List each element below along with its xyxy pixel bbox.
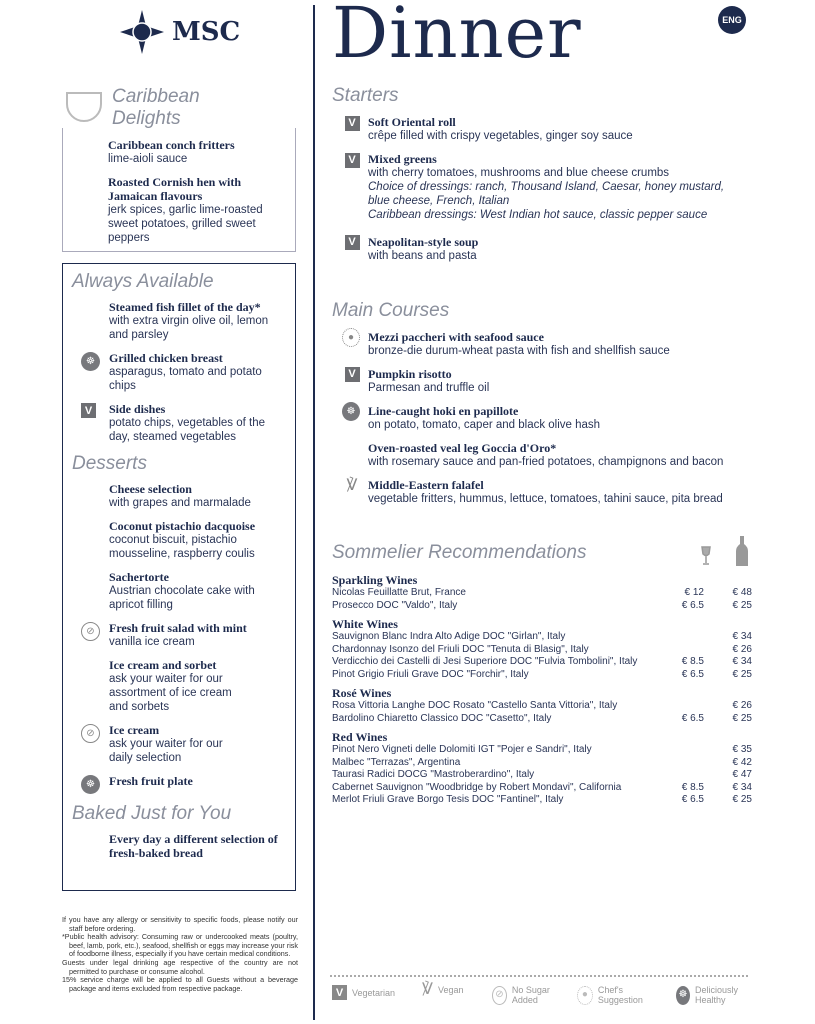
dish-desc: with extra virgin olive oil, lemon and parsley [109,315,269,341]
dish-desc: Austrian chocolate cake with apricot filling [109,585,255,611]
wine-row [332,782,752,795]
legend-label: Vegetarian [352,987,396,998]
dish-name: Steamed fish fillet of the day* [109,300,261,314]
wine-bottle-icon [736,536,748,566]
dish-desc: coconut biscuit, pistachio mousseline, raspberry coulis [109,534,255,560]
dish-name: Pumpkin risotto [368,367,452,381]
chefs-suggestion-icon: ● [342,328,360,346]
wine-name: Nicolas Feuillatte Brut, France [332,587,466,598]
bottle-price: € 25 [732,712,752,724]
wine-row [332,587,752,600]
menu-item [72,658,289,714]
dish-desc: Parmesan and truffle oil [368,382,490,394]
menu-item [108,138,288,166]
baked-title: Baked Just for You [72,803,232,824]
glass-price [664,744,704,757]
dish-name: Coconut pistachio dacquoise [109,519,256,533]
dish-desc: vanilla ice cream [109,636,195,648]
vegan-icon: ℣ [422,981,433,998]
brand-name: MSC [172,17,241,47]
legend-no-sugar [492,985,562,1005]
wine-group-title: Sparkling Wines [332,573,418,587]
legend-deliciously-healthy [676,985,751,1005]
desserts-title: Desserts [72,453,147,474]
dish-name: Cheese selection [109,482,192,496]
dressing-note: Choice of dressings: ranch, Thousand Island, Caesar, honey mustard, blue cheese, French, Italian [368,181,725,207]
wine-row [332,631,752,644]
bottle-price: € 25 [732,599,752,611]
dish-name: Soft Oriental roll [368,115,456,129]
legend-vegetarian [332,985,395,1000]
dish-name: Caribbean conch fritters [108,138,235,152]
wine-name: Malbec "Terrazas", Argentina [332,756,461,768]
bottle-price: € 26 [732,700,752,711]
glass-price [664,769,704,782]
wine-row [332,669,752,682]
wine-row [332,700,752,713]
vegetarian-icon: V [81,403,96,418]
compass-rose-icon [118,10,166,54]
footnotes [62,916,298,993]
dish-desc: potato chips, vegetables of the day, steamed vegetables [109,417,265,443]
bottle-price: € 26 [732,643,752,655]
dish-desc: ask your waiter for our assortment of ice cream and sorbets [109,673,232,713]
main-courses-title: Main Courses [332,300,450,321]
wine-name: Prosecco DOC "Valdo", Italy [332,599,458,611]
menu-item [72,402,289,444]
wine-name: Merlot Friuli Grave Borgo Tesis DOC "Fantinel", Italy [332,794,564,805]
wine-group-title: White Wines [332,617,398,631]
caribbean-title-line1: Caribbean [112,86,200,107]
dish-name: Neapolitan-style soup [368,235,479,249]
wine-row [332,713,752,726]
menu-item [72,300,289,342]
dish-desc: on potato, tomato, caper and black olive hash [368,419,601,431]
vegetarian-icon: V [343,114,361,132]
dish-desc: jerk spices, garlic lime-roasted sweet potatoes, grilled sweet peppers [108,204,263,244]
dish-name: Side dishes [109,402,166,416]
dish-name: Fresh fruit plate [109,774,193,788]
dish-desc: with grapes and marmalade [109,497,251,509]
menu-item [368,367,768,395]
footnote: Guests under legal drinking age respective of the country are not permitted to purchase or consume alcohol. [62,957,298,976]
glass-price [664,631,704,644]
wine-group-title: Red Wines [332,730,388,744]
wine-row [332,744,752,757]
dish-desc: bronze-die durum-wheat pasta with fish and shellfish sauce [368,345,670,357]
wine-row [332,600,752,613]
bottle-price: € 47 [732,769,752,780]
menu-item [72,351,289,393]
no-sugar-icon: ⊘ [492,986,507,1005]
wine-list [332,573,752,807]
legend-label: Deliciously Healthy [695,985,739,1005]
wine-name: Bardolino Chiaretto Classico DOC "Casetto", Italy [332,712,552,724]
wine-name: Pinot Nero Vigneti delle Dolomiti IGT "Pojer e Sandri", Italy [332,744,592,755]
menu-item [72,482,289,510]
glass-price [664,757,704,770]
dish-name: Mixed greens [368,152,437,166]
dish-name: Mezzi paccheri with seafood sauce [368,330,544,344]
dish-name: Oven-roasted veal leg Goccia d'Oro* [368,441,557,455]
legend-vegan [422,981,464,998]
menu-item [72,519,289,561]
vegetarian-icon: V [332,985,347,1000]
glass-price [664,700,704,713]
glass-price: € 12 [684,587,704,598]
wine-name: Chardonnay Isonzo del Friuli DOC "Tenuta di Blasig", Italy [332,643,589,655]
legend-chefs-suggestion [577,985,657,1005]
legend-divider [330,975,748,977]
no-sugar-icon: ⊘ [81,622,100,641]
dish-desc: with cherry tomatoes, mushrooms and blue cheese crumbs [368,167,670,179]
no-sugar-icon: ⊘ [81,724,100,743]
legend-label: Vegan [437,985,464,995]
dish-desc: vegetable fritters, hummus, lettuce, tomatoes, tahini sauce, pita bread [368,493,723,505]
deliciously-healthy-icon: ☸ [81,775,100,794]
bottle-price: € 34 [732,631,752,642]
deliciously-healthy-icon: ☸ [342,402,360,420]
bottle-price: € 25 [732,668,752,680]
footnote: *Public health advisory: Consuming raw or undercooked meats (poultry, beef, lamb, pork, etc.), seafood, shellfish or eggs may increase your risk of foodborne illness, especially if you have certain medical conditions. [62,932,298,959]
glass-price [664,644,704,657]
menu-item [72,621,289,649]
vegan-icon: ℣ [346,477,358,494]
caribbean-dressing-note: Caribbean dressings: West Indian hot sauce, classic pepper sauce [368,209,708,221]
dish-desc: crêpe filled with crispy vegetables, ginger soy sauce [368,130,633,142]
wine-name: Sauvignon Blanc Indra Alto Adige DOC "Girlan", Italy [332,631,566,642]
dish-desc: with rosemary sauce and pan-fried potatoes, champignons and bacon [368,456,724,468]
dish-name: Middle-Eastern falafel [368,478,484,492]
always-available-box [62,263,296,891]
glass-price: € 8.5 [681,656,704,667]
language-badge[interactable]: ENG [718,6,746,34]
menu-item [368,404,768,432]
dish-desc: lime-aioli sauce [108,153,188,165]
menu-item [368,478,788,506]
footnote: 15% service charge will be applied to all Guests without a beverage package and items excluded from respective package. [62,975,298,993]
menu-item [72,570,289,612]
dish-name: Grilled chicken breast [109,351,223,365]
legend-label: Chef's Suggestion [597,985,643,1005]
dish-name: Ice cream and sorbet [109,658,217,672]
bottle-price: € 35 [732,744,752,755]
wine-glass-icon [700,546,712,566]
wine-group-title: Rosé Wines [332,686,392,700]
wine-row [332,656,752,669]
menu-item [108,175,288,245]
deliciously-healthy-icon: ☸ [81,352,100,371]
dish-name: Sachertorte [109,570,169,584]
menu-item [368,441,788,469]
wine-name: Taurasi Radici DOCG "Mastroberardino", Italy [332,769,535,780]
menu-item [368,235,748,263]
bottle-price: € 34 [732,781,752,793]
dish-name: Fresh fruit salad with mint [109,621,247,635]
dish-desc: asparagus, tomato and potato chips [109,366,262,392]
column-divider [313,5,315,1020]
wine-name: Pinot Grigio Friuli Grave DOC "Forchir", Italy [332,668,529,680]
wine-row [332,769,752,782]
glass-price: € 6.5 [681,794,704,805]
menu-item [368,330,768,358]
wine-row [332,757,752,770]
vegetarian-icon: V [343,233,361,251]
bottle-price: € 25 [732,794,752,805]
deliciously-healthy-icon: ☸ [676,986,690,1005]
always-available-title: Always Available [72,271,214,292]
wine-row [332,644,752,657]
bottle-price: € 34 [732,656,752,667]
wine-name: Rosa Vittoria Langhe DOC Rosato "Castello Santa Vittoria", Italy [332,700,618,711]
dish-desc: ask your waiter for our daily selection [109,738,223,764]
bottle-price: € 42 [732,756,752,768]
wine-row [332,794,752,807]
bowl-icon [66,92,102,122]
baked-text [72,832,289,860]
dish-desc: with beans and pasta [368,250,477,262]
glass-price: € 8.5 [681,781,704,793]
menu-item [368,115,748,143]
page-title: Dinner [332,0,582,74]
dish-name: Line-caught hoki en papillote [368,404,519,418]
dish-name: Ice cream [109,723,160,737]
wine-name: Verdicchio dei Castelli di Jesi Superiore DOC "Fulvia Tombolini", Italy [332,656,638,667]
vegetarian-icon: V [343,365,361,383]
menu-item [72,774,289,794]
glass-price: € 6.5 [681,668,704,680]
chefs-suggestion-icon: ● [577,986,593,1005]
msc-logo [118,10,240,54]
baked-description: Every day a different selection of fresh-baked bread [109,832,278,860]
menu-item [368,152,748,222]
wine-name: Cabernet Sauvignon "Woodbridge by Robert Mondavi", California [332,781,622,793]
menu-item [72,723,289,765]
starters-title: Starters [332,85,399,106]
glass-price: € 6.5 [681,712,704,724]
sommelier-title: Sommelier Recommendations [332,542,587,563]
dish-name: Roasted Cornish hen with Jamaican flavours [108,175,242,203]
caribbean-title-line2: Delights [112,108,181,129]
footnote: If you have any allergy or sensitivity to specific foods, please notify our staff before ordering. [62,915,298,933]
vegetarian-icon: V [343,151,361,169]
caribbean-title [112,86,200,130]
legend-label: No Sugar Added [511,985,550,1005]
glass-price: € 6.5 [681,599,704,611]
bottle-price: € 48 [732,587,752,598]
